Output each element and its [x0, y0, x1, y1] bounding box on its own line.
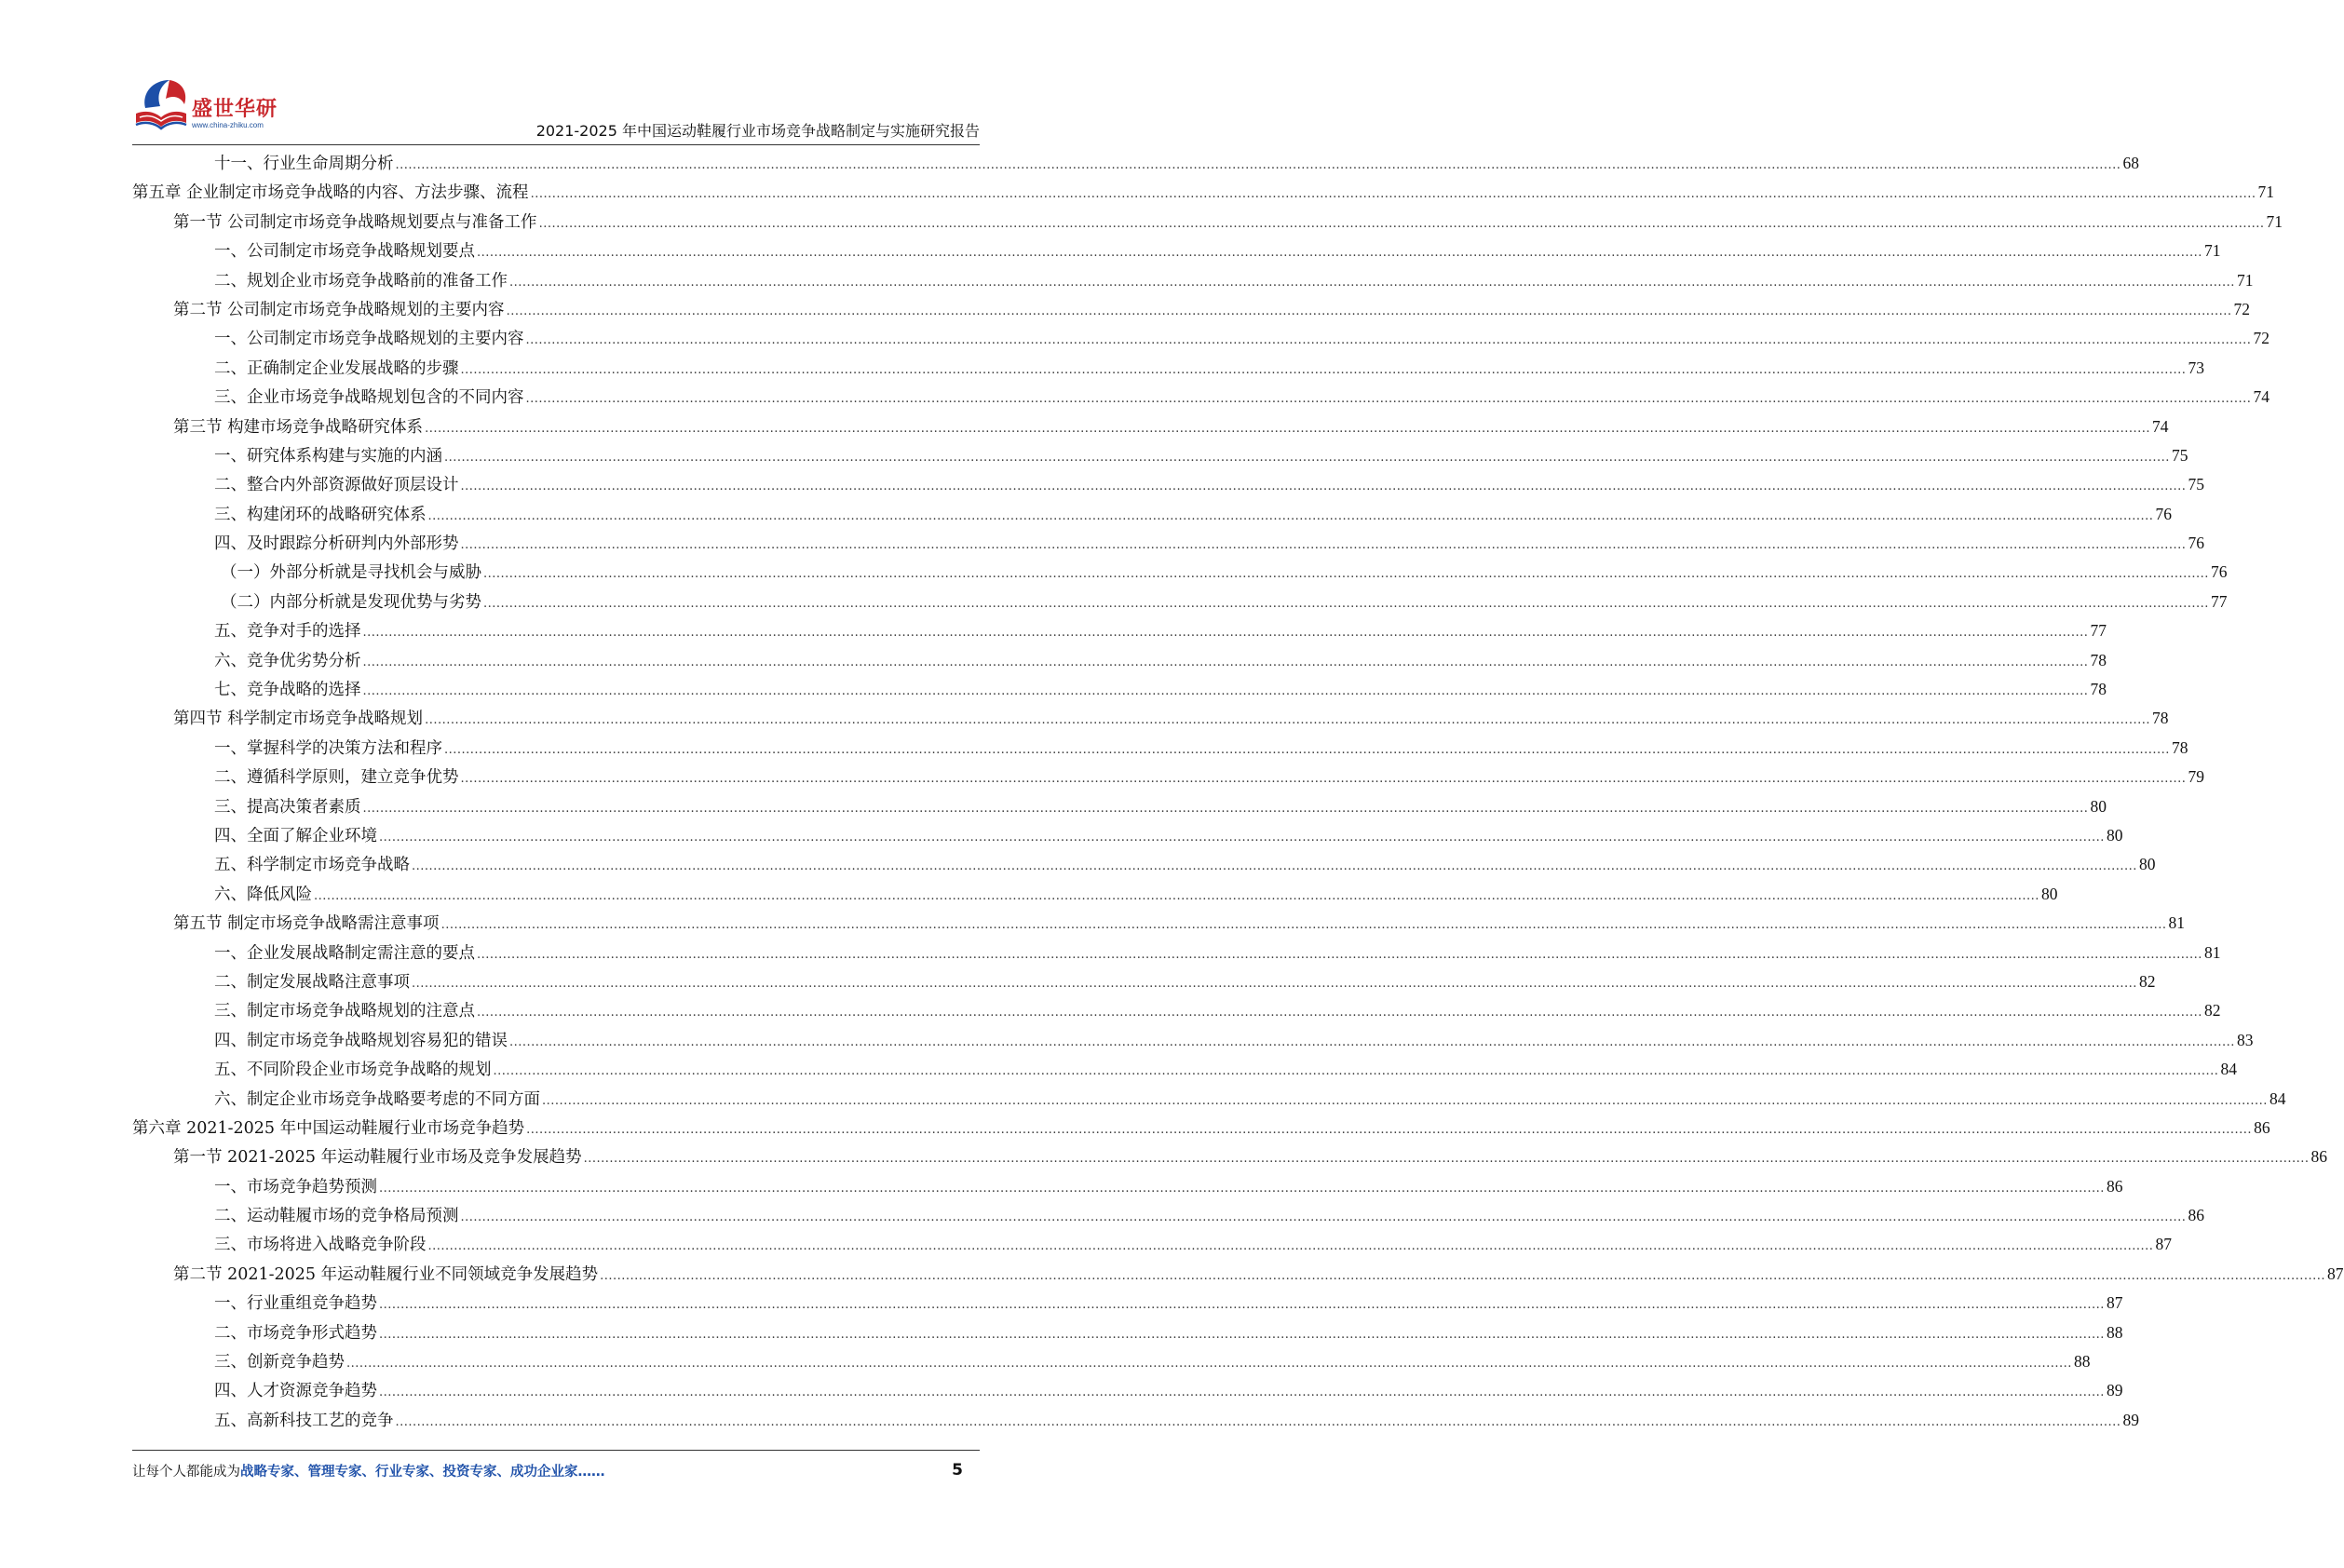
toc-entry-label: 二、规划企业市场竞争战略前的准备工作	[214, 271, 508, 291]
toc-entry-label: 一、公司制定市场竞争战略规划要点	[214, 242, 475, 262]
toc-leader-dots: ................................................................................................................................................................................................................................................................................................................................................................................................................	[460, 1210, 2187, 1225]
toc-entry-page: 76	[2210, 562, 2228, 582]
toc-entry-label: 六、降低风险	[214, 885, 312, 904]
toc-entry-page: 72	[2233, 299, 2250, 318]
toc-leader-dots: ................................................................................................................................................................................................................................................................................................................................................................................................................	[583, 1152, 2310, 1167]
toc-entry[interactable]	[132, 969, 2156, 998]
toc-entry-label: 三、制定市场竞争战略规划的注意点	[214, 1002, 475, 1021]
toc-leader-dots: ................................................................................................................................................................................................................................................................................................................................................................................................................	[346, 1357, 2072, 1372]
toc-entry-label: 三、市场将进入战略竞争阶段	[214, 1236, 427, 1255]
toc-entry-label: 二、遵循科学原则，建立竞争优势	[214, 768, 459, 788]
toc-entry[interactable]	[132, 1232, 2172, 1261]
toc-entry[interactable]	[132, 794, 2107, 823]
toc-leader-dots: ................................................................................................................................................................................................................................................................................................................................................................................................................	[362, 684, 2089, 699]
toc-entry[interactable]	[132, 940, 2221, 969]
page-number: 5	[952, 1461, 963, 1480]
toc-entry-page: 87	[2106, 1293, 2123, 1313]
toc-entry-label: 一、研究体系构建与实施的内涵	[214, 446, 442, 466]
toc-leader-dots: ................................................................................................................................................................................................................................................................................................................................................................................................................	[506, 304, 2232, 318]
toc-entry-label: 五、高新科技工艺的竞争	[214, 1411, 394, 1430]
company-logo	[132, 74, 318, 140]
toc-entry-label: 三、构建闭环的战略研究体系	[214, 505, 427, 524]
toc-entry-page: 71	[2236, 270, 2254, 290]
toc-entry[interactable]	[132, 764, 2204, 793]
footer-divider	[132, 1450, 980, 1451]
toc-entry-page: 77	[2210, 591, 2228, 611]
toc-entry-page: 84	[2269, 1088, 2286, 1108]
toc-leader-dots: ................................................................................................................................................................................................................................................................................................................................................................................................................	[530, 187, 2256, 202]
toc-leader-dots: ................................................................................................................................................................................................................................................................................................................................................................................................................	[493, 1064, 2219, 1079]
toc-entry-page: 71	[2257, 182, 2274, 202]
toc-entry-label: 第二节 2021-2025 年运动鞋履行业不同领域竞争发展趋势	[173, 1264, 599, 1284]
toc-entry-label: 四、全面了解企业环境	[214, 826, 377, 845]
toc-entry-label: 五、竞争对手的选择	[214, 622, 361, 642]
toc-entry-label: 第五节 制定市场竞争战略需注意事项	[173, 914, 440, 934]
table-of-contents	[132, 151, 2344, 1437]
toc-entry-label: 第一节 公司制定市场竞争战略规划要点与准备工作	[173, 212, 537, 232]
toc-entry[interactable]	[132, 502, 2172, 531]
toc-entry[interactable]	[132, 1408, 2139, 1437]
toc-entry-page: 82	[2138, 971, 2156, 991]
toc-entry-label: 三、创新竞争趋势	[214, 1353, 345, 1372]
toc-entry-label: 六、竞争优劣势分析	[214, 651, 361, 670]
toc-entry-label: 第三节 构建市场竞争战略研究体系	[173, 417, 424, 437]
toc-entry-label: 二、正确制定企业发展战略的步骤	[214, 358, 459, 378]
toc-entry-label: （一）外部分析就是寻找机会与威胁	[221, 563, 481, 583]
toc-entry[interactable]	[132, 998, 2221, 1027]
toc-leader-dots: ................................................................................................................................................................................................................................................................................................................................................................................................................	[477, 1006, 2202, 1021]
toc-entry-label: 四、人才资源竞争趋势	[214, 1382, 377, 1401]
toc-entry-page: 87	[2327, 1264, 2344, 1283]
toc-entry-page: 73	[2188, 358, 2204, 377]
toc-leader-dots: ................................................................................................................................................................................................................................................................................................................................................................................................................	[460, 362, 2187, 377]
toc-entry-label: 二、制定发展战略注意事项	[214, 972, 410, 992]
toc-entry-label: 一、掌握科学的决策方法和程序	[214, 738, 442, 758]
toc-leader-dots: ................................................................................................................................................................................................................................................................................................................................................................................................................	[525, 392, 2252, 407]
toc-leader-dots: ................................................................................................................................................................................................................................................................................................................................................................................................................	[314, 888, 2039, 903]
toc-leader-dots: ................................................................................................................................................................................................................................................................................................................................................................................................................	[427, 508, 2154, 523]
toc-entry-page: 81	[2203, 942, 2221, 962]
toc-entry[interactable]	[132, 852, 2156, 881]
toc-entry-page: 87	[2155, 1235, 2172, 1254]
toc-leader-dots: ................................................................................................................................................................................................................................................................................................................................................................................................................	[444, 742, 2170, 757]
toc-entry-label: 一、公司制定市场竞争战略规划的主要内容	[214, 330, 524, 349]
toc-entry-page: 89	[2106, 1381, 2123, 1400]
toc-entry-label: 一、企业发展战略制定需注意的要点	[214, 943, 475, 963]
toc-entry[interactable]	[132, 472, 2204, 501]
toc-entry-page: 72	[2253, 329, 2269, 348]
toc-entry[interactable]	[132, 1087, 2286, 1115]
toc-leader-dots: ................................................................................................................................................................................................................................................................................................................................................................................................................	[379, 1327, 2105, 1342]
toc-entry[interactable]	[132, 531, 2204, 560]
toc-leader-dots: ................................................................................................................................................................................................................................................................................................................................................................................................................	[362, 655, 2089, 669]
toc-entry[interactable]	[132, 1378, 2123, 1407]
toc-entry[interactable]	[132, 297, 2250, 326]
toc-entry[interactable]	[132, 1262, 2344, 1291]
toc-entry[interactable]	[132, 560, 2228, 588]
toc-leader-dots: ................................................................................................................................................................................................................................................................................................................................................................................................................	[526, 1122, 2253, 1137]
toc-entry-label: 六、制定企业市场竞争战略要考虑的不同方面	[214, 1089, 540, 1109]
toc-leader-dots: ................................................................................................................................................................................................................................................................................................................................................................................................................	[379, 1298, 2105, 1313]
toc-entry-page: 80	[2090, 796, 2107, 816]
toc-entry-label: 五、不同阶段企业市场竞争战略的规划	[214, 1061, 492, 1080]
toc-entry[interactable]	[132, 618, 2107, 647]
toc-entry-label: 第一节 2021-2025 年运动鞋履行业市场及竞争发展趋势	[173, 1148, 582, 1168]
toc-entry-page: 79	[2188, 767, 2204, 787]
toc-entry-label: 一、市场竞争趋势预测	[214, 1177, 377, 1196]
toc-entry-page: 74	[2253, 387, 2269, 407]
logo-brand-name: 盛世华研	[192, 98, 278, 121]
toc-entry-page: 86	[2254, 1117, 2270, 1137]
toc-leader-dots: ................................................................................................................................................................................................................................................................................................................................................................................................................	[412, 976, 2137, 991]
toc-entry-label: 四、制定市场竞争战略规划容易犯的错误	[214, 1031, 508, 1050]
toc-entry-page: 81	[2168, 913, 2185, 933]
toc-entry-label: 三、提高决策者素质	[214, 797, 361, 817]
toc-leader-dots: ................................................................................................................................................................................................................................................................................................................................................................................................................	[412, 859, 2137, 874]
toc-entry-page: 74	[2152, 416, 2169, 436]
page-header	[132, 74, 980, 143]
toc-entry-label: 三、企业市场竞争战略规划包含的不同内容	[214, 388, 524, 408]
toc-entry[interactable]	[132, 1203, 2204, 1232]
toc-leader-dots: ................................................................................................................................................................................................................................................................................................................................................................................................................	[542, 1093, 2268, 1108]
toc-entry-label: 二、运动鞋履市场的竞争格局预测	[214, 1207, 459, 1226]
toc-entry[interactable]	[132, 180, 2274, 209]
toc-entry[interactable]	[132, 1028, 2254, 1057]
toc-entry-label: 四、及时跟踪分析研判内外部形势	[214, 534, 459, 554]
toc-entry-page: 76	[2155, 504, 2172, 523]
toc-entry-label: 五、科学制定市场竞争战略	[214, 856, 410, 875]
toc-entry-page: 82	[2203, 1001, 2221, 1021]
toc-entry[interactable]	[132, 648, 2107, 677]
toc-entry-page: 75	[2171, 445, 2188, 465]
toc-leader-dots: ................................................................................................................................................................................................................................................................................................................................................................................................................	[444, 450, 2170, 465]
toc-leader-dots: ................................................................................................................................................................................................................................................................................................................................................................................................................	[379, 830, 2105, 845]
toc-entry[interactable]	[132, 385, 2269, 413]
toc-entry[interactable]	[132, 268, 2254, 297]
toc-entry[interactable]	[132, 1320, 2123, 1349]
toc-entry-label: 第五章 企业制定市场竞争战略的内容、方法步骤、流程	[132, 183, 529, 203]
toc-entry-page: 89	[2122, 1410, 2139, 1429]
toc-entry-label: 第二节 公司制定市场竞争战略规划的主要内容	[173, 300, 505, 319]
toc-entry-page: 88	[2073, 1352, 2091, 1372]
toc-entry[interactable]	[132, 882, 2058, 911]
toc-entry[interactable]	[132, 414, 2169, 443]
toc-entry-label: 第六章 2021-2025 年中国运动鞋履行业市场竞争趋势	[132, 1118, 525, 1138]
toc-entry-page: 68	[2122, 154, 2139, 172]
toc-leader-dots: ................................................................................................................................................................................................................................................................................................................................................................................................................	[483, 567, 2209, 582]
toc-entry-page: 88	[2106, 1322, 2123, 1342]
toc-leader-dots: ................................................................................................................................................................................................................................................................................................................................................................................................................	[509, 1034, 2235, 1049]
toc-entry-page: 83	[2236, 1030, 2254, 1049]
toc-entry-page: 78	[2090, 650, 2107, 669]
toc-leader-dots: ................................................................................................................................................................................................................................................................................................................................................................................................................	[379, 1386, 2105, 1400]
toc-entry-page: 75	[2188, 475, 2204, 494]
toc-leader-dots: ................................................................................................................................................................................................................................................................................................................................................................................................................	[525, 333, 2252, 348]
toc-leader-dots: ................................................................................................................................................................................................................................................................................................................................................................................................................	[538, 216, 2265, 231]
toc-leader-dots: ................................................................................................................................................................................................................................................................................................................................................................................................................	[460, 480, 2187, 494]
toc-leader-dots: ................................................................................................................................................................................................................................................................................................................................................................................................................	[509, 275, 2235, 290]
toc-entry[interactable]	[132, 1115, 2270, 1144]
toc-leader-dots: ................................................................................................................................................................................................................................................................................................................................................................................................................	[379, 1181, 2105, 1196]
toc-entry-label: （二）内部分析就是发现优势与劣势	[221, 592, 481, 612]
toc-leader-dots: ................................................................................................................................................................................................................................................................................................................................................................................................................	[425, 421, 2150, 436]
toc-entry[interactable]	[132, 210, 2283, 238]
book-logo-icon	[132, 76, 190, 136]
toc-entry-page: 86	[2106, 1176, 2123, 1196]
toc-entry[interactable]	[132, 736, 2188, 764]
toc-leader-dots: ................................................................................................................................................................................................................................................................................................................................................................................................................	[600, 1268, 2326, 1283]
toc-leader-dots: ................................................................................................................................................................................................................................................................................................................................................................................................................	[362, 626, 2089, 641]
toc-entry-page: 76	[2188, 534, 2204, 553]
toc-entry-label: 一、行业重组竞争趋势	[214, 1294, 377, 1314]
footer-slogan-prefix: 让每个人都能成为	[132, 1465, 240, 1480]
toc-entry[interactable]	[132, 443, 2188, 472]
toc-entry-page: 80	[2106, 825, 2123, 845]
toc-entry[interactable]	[132, 356, 2204, 385]
toc-leader-dots: ................................................................................................................................................................................................................................................................................................................................................................................................................	[477, 246, 2202, 261]
toc-leader-dots: ................................................................................................................................................................................................................................................................................................................................................................................................................	[440, 918, 2167, 933]
toc-entry[interactable]	[132, 589, 2228, 618]
toc-entry[interactable]	[132, 1349, 2091, 1378]
toc-entry-label: 二、整合内外部资源做好顶层设计	[214, 476, 459, 495]
toc-entry[interactable]	[132, 238, 2221, 267]
toc-entry[interactable]	[132, 1057, 2237, 1086]
toc-entry-page: 84	[2220, 1060, 2237, 1079]
toc-entry[interactable]	[132, 677, 2107, 706]
toc-entry-page: 71	[2266, 211, 2283, 231]
logo-website: www.china-zhiku.com	[192, 121, 264, 129]
footer-slogan-roles: 战略专家、管理专家、行业专家、投资专家、成功企业家……	[240, 1465, 605, 1480]
toc-leader-dots: ................................................................................................................................................................................................................................................................................................................................................................................................................	[395, 158, 2121, 172]
toc-entry-label: 七、竞争战略的选择	[214, 681, 361, 700]
toc-entry[interactable]	[132, 823, 2123, 852]
toc-entry-page: 78	[2171, 737, 2188, 757]
toc-entry[interactable]	[132, 326, 2269, 355]
toc-entry-page: 80	[2040, 884, 2058, 903]
toc-entry-page: 86	[2188, 1206, 2204, 1225]
toc-leader-dots: ................................................................................................................................................................................................................................................................................................................................................................................................................	[460, 772, 2187, 787]
toc-leader-dots: ................................................................................................................................................................................................................................................................................................................................................................................................................	[477, 947, 2202, 962]
toc-entry-page: 71	[2203, 241, 2221, 261]
toc-leader-dots: ................................................................................................................................................................................................................................................................................................................................................................................................................	[395, 1414, 2121, 1429]
toc-entry[interactable]	[132, 1291, 2123, 1319]
toc-entry[interactable]	[132, 1144, 2328, 1173]
header-divider	[132, 144, 980, 145]
toc-entry-page: 78	[2090, 680, 2107, 699]
toc-leader-dots: ................................................................................................................................................................................................................................................................................................................................................................................................................	[425, 713, 2150, 728]
toc-entry-page: 78	[2152, 709, 2169, 728]
toc-entry[interactable]	[132, 706, 2169, 735]
toc-entry[interactable]	[132, 151, 2139, 180]
toc-leader-dots: ................................................................................................................................................................................................................................................................................................................................................................................................................	[427, 1239, 2154, 1254]
toc-leader-dots: ................................................................................................................................................................................................................................................................................................................................................................................................................	[460, 538, 2187, 553]
toc-entry-page: 86	[2310, 1147, 2328, 1167]
toc-entry-page: 80	[2138, 855, 2156, 874]
toc-entry-label: 第四节 科学制定市场竞争战略规划	[173, 710, 424, 729]
toc-entry[interactable]	[132, 911, 2185, 939]
toc-entry-page: 77	[2090, 621, 2107, 641]
toc-leader-dots: ................................................................................................................................................................................................................................................................................................................................................................................................................	[362, 801, 2089, 816]
page-footer	[132, 1461, 980, 1483]
toc-leader-dots: ................................................................................................................................................................................................................................................................................................................................................................................................................	[483, 596, 2209, 611]
toc-entry[interactable]	[132, 1174, 2123, 1203]
toc-entry-label: 二、市场竞争形式趋势	[214, 1323, 377, 1343]
toc-entry-label: 十一、行业生命周期分析	[214, 155, 394, 173]
report-title: 2021-2025 年中国运动鞋履行业市场竞争战略制定与实施研究报告	[535, 122, 980, 140]
